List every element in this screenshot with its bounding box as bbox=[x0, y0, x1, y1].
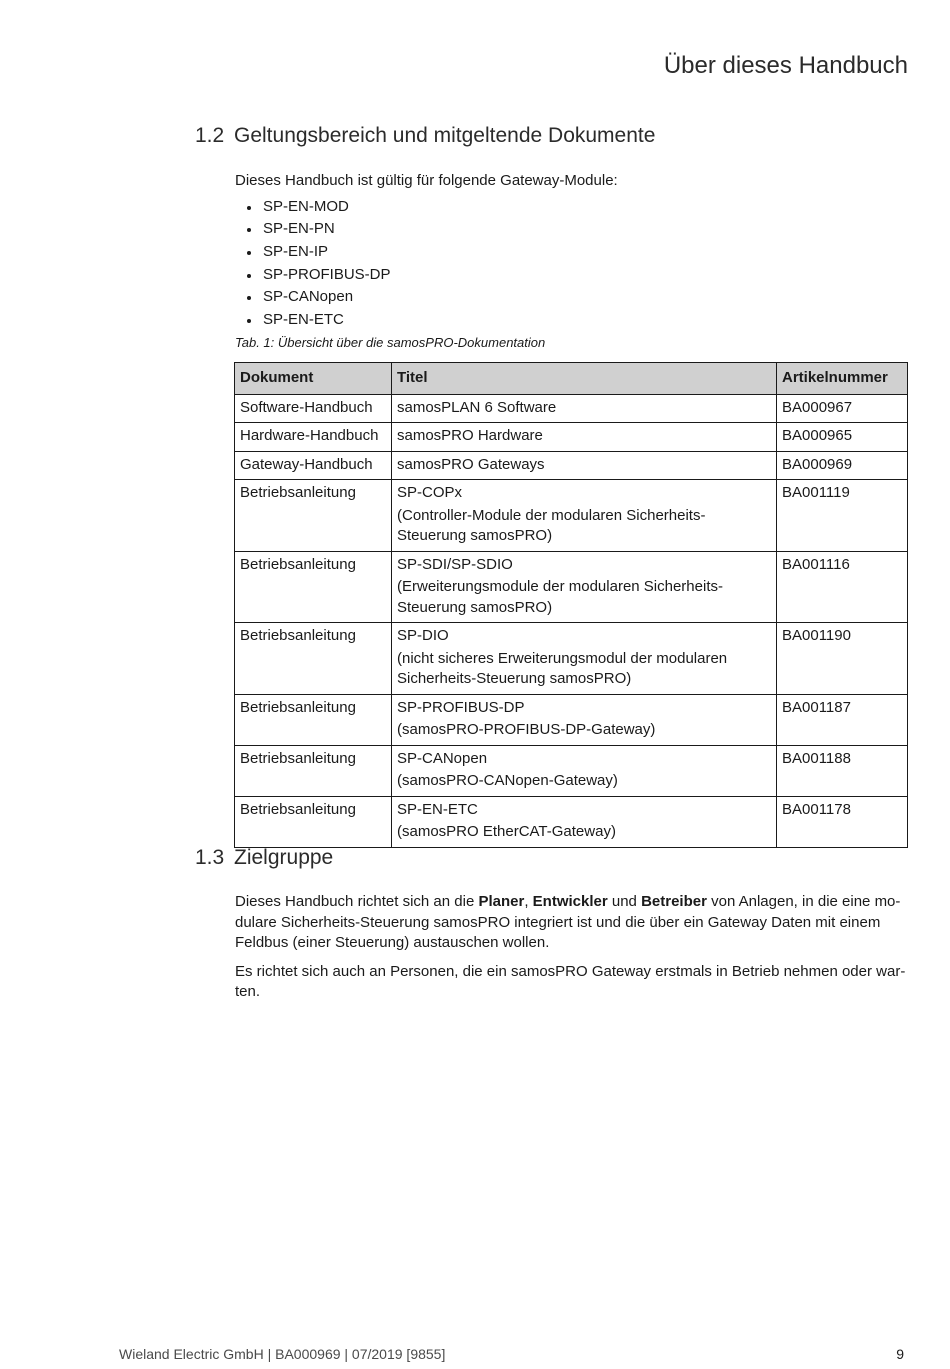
list-item-label: SP-EN-PN bbox=[263, 220, 335, 238]
cell-document: Betriebsanleitung bbox=[235, 796, 392, 847]
cell-article-number: BA001187 bbox=[777, 694, 908, 745]
cell-title-main: SP-PROFIBUS-DP bbox=[397, 698, 525, 716]
table-row bbox=[235, 694, 908, 745]
cell-title bbox=[392, 394, 777, 423]
section-heading-1-3 bbox=[195, 846, 333, 870]
cell-title-main: SP-SDI/SP-SDIO bbox=[397, 555, 513, 573]
running-header: Über dieses Handbuch bbox=[663, 52, 908, 79]
cell-article-number: BA000967 bbox=[777, 394, 908, 423]
table-row bbox=[235, 394, 908, 423]
cell-document: Betriebsanleitung bbox=[235, 623, 392, 695]
cell-article-number: BA001119 bbox=[777, 480, 908, 552]
cell-title-main: samosPRO Gateways bbox=[397, 455, 545, 473]
table-row bbox=[235, 796, 908, 847]
cell-title-main: SP-EN-ETC bbox=[397, 800, 478, 818]
cell-title-detail: (samosPRO-CANopen-Gateway) bbox=[397, 772, 618, 789]
cell-title bbox=[392, 745, 777, 796]
table-row bbox=[235, 423, 908, 452]
section-number: 1.3 bbox=[195, 846, 225, 869]
bullet-icon bbox=[247, 206, 251, 210]
bold-term: Planer bbox=[478, 893, 525, 910]
section-number: 1.2 bbox=[195, 124, 225, 147]
bullet-icon bbox=[247, 228, 251, 232]
cell-title-main: samosPLAN 6 Software bbox=[397, 398, 557, 416]
table-row bbox=[235, 451, 908, 480]
list-item-label: SP-CANopen bbox=[263, 288, 354, 306]
cell-document: Software-Handbuch bbox=[235, 394, 392, 423]
intro-text: Dieses Handbuch ist gültig für folgende Gateway-Module: bbox=[235, 172, 618, 189]
list-item bbox=[235, 309, 907, 332]
table-row bbox=[235, 480, 908, 552]
cell-article-number: BA001178 bbox=[777, 796, 908, 847]
page-number: 9 bbox=[896, 1346, 904, 1362]
target-group-text bbox=[235, 892, 907, 1011]
list-item-label: SP-EN-ETC bbox=[263, 310, 344, 328]
bullet-icon bbox=[247, 296, 251, 300]
list-item-label: SP-PROFIBUS-DP bbox=[263, 265, 391, 283]
cell-title-main: SP-CANopen bbox=[397, 749, 488, 767]
cell-title-detail: (samosPRO EtherCAT-Gateway) bbox=[397, 823, 616, 840]
module-list-block bbox=[235, 171, 907, 332]
column-header: Dokument bbox=[235, 363, 392, 395]
cell-title-detail: (Erweiterungsmodule der modularen Sicherheits-Steuerung samosPRO) bbox=[397, 578, 723, 616]
table-caption: Tab. 1: Übersicht über die samosPRO-Dokumentation bbox=[235, 335, 546, 350]
cell-title bbox=[392, 551, 777, 623]
bullet-icon bbox=[247, 251, 251, 255]
table-header-row bbox=[235, 363, 908, 395]
bullet-icon bbox=[247, 274, 251, 278]
cell-title-main: SP-DIO bbox=[397, 627, 449, 644]
cell-article-number: BA001188 bbox=[777, 745, 908, 796]
cell-document: Gateway-Handbuch bbox=[235, 451, 392, 480]
cell-title-main: SP-COPx bbox=[397, 484, 463, 501]
cell-document: Betriebsanleitung bbox=[235, 745, 392, 796]
list-item bbox=[235, 286, 907, 309]
table-row bbox=[235, 551, 908, 623]
list-item bbox=[235, 241, 907, 264]
cell-document: Betriebsanleitung bbox=[235, 551, 392, 623]
column-header: Titel bbox=[392, 363, 777, 395]
module-list bbox=[235, 196, 907, 332]
bold-term: Betreiber bbox=[641, 893, 707, 910]
cell-article-number: BA001190 bbox=[777, 623, 908, 695]
cell-title bbox=[392, 451, 777, 480]
cell-title-main: samosPRO Hardware bbox=[397, 427, 543, 444]
list-item bbox=[235, 196, 907, 219]
cell-title-detail: (samosPRO-PROFIBUS-DP-Gateway) bbox=[397, 721, 656, 738]
paragraph bbox=[235, 892, 907, 954]
list-item bbox=[235, 218, 907, 241]
cell-title bbox=[392, 796, 777, 847]
list-item-label: SP-EN-IP bbox=[263, 242, 329, 260]
section-title: Zielgruppe bbox=[234, 846, 334, 869]
cell-article-number: BA001116 bbox=[777, 551, 908, 623]
table-row bbox=[235, 623, 908, 695]
cell-document: Betriebsanleitung bbox=[235, 694, 392, 745]
bullet-icon bbox=[247, 319, 251, 323]
column-header: Artikelnummer bbox=[777, 363, 908, 395]
list-item-label: SP-EN-MOD bbox=[263, 197, 349, 215]
cell-title bbox=[392, 480, 777, 552]
table-row bbox=[235, 745, 908, 796]
cell-title-detail: (Controller-Module der modularen Sicherheits-Steuerung samosPRO) bbox=[397, 506, 706, 544]
section-heading-1-2 bbox=[195, 124, 655, 148]
text-run: von Anlagen, in die eine mo-dulare Sicherheits-Steuerung samosPRO integriert ist und die über ein Gateway Daten mit einem Feldbus (einer Steuerung) austauschen wollen. bbox=[235, 893, 901, 951]
cell-article-number: BA000969 bbox=[777, 451, 908, 480]
list-item bbox=[235, 264, 907, 287]
text-run: Dieses Handbuch richtet sich an die bbox=[235, 893, 479, 910]
text-run: , bbox=[524, 893, 533, 910]
cell-document: Hardware-Handbuch bbox=[235, 423, 392, 452]
cell-article-number: BA000965 bbox=[777, 423, 908, 452]
text-run: und bbox=[607, 893, 642, 910]
section-title: Geltungsbereich und mitgeltende Dokumente bbox=[234, 124, 656, 147]
cell-title bbox=[392, 423, 777, 452]
paragraph: Es richtet sich auch an Personen, die ein samosPRO Gateway erstmals in Betrieb nehmen oder war-ten. bbox=[235, 962, 906, 1000]
cell-title bbox=[392, 694, 777, 745]
cell-document: Betriebsanleitung bbox=[235, 480, 392, 552]
cell-title bbox=[392, 623, 777, 695]
bold-term: Entwickler bbox=[532, 893, 608, 910]
cell-title-detail: (nicht sicheres Erweiterungsmodul der modularen Sicherheits-Steuerung samosPRO) bbox=[397, 649, 728, 687]
footer-imprint: Wieland Electric GmbH | BA000969 | 07/2019 [9855] bbox=[119, 1346, 446, 1362]
documentation-table bbox=[234, 362, 908, 848]
